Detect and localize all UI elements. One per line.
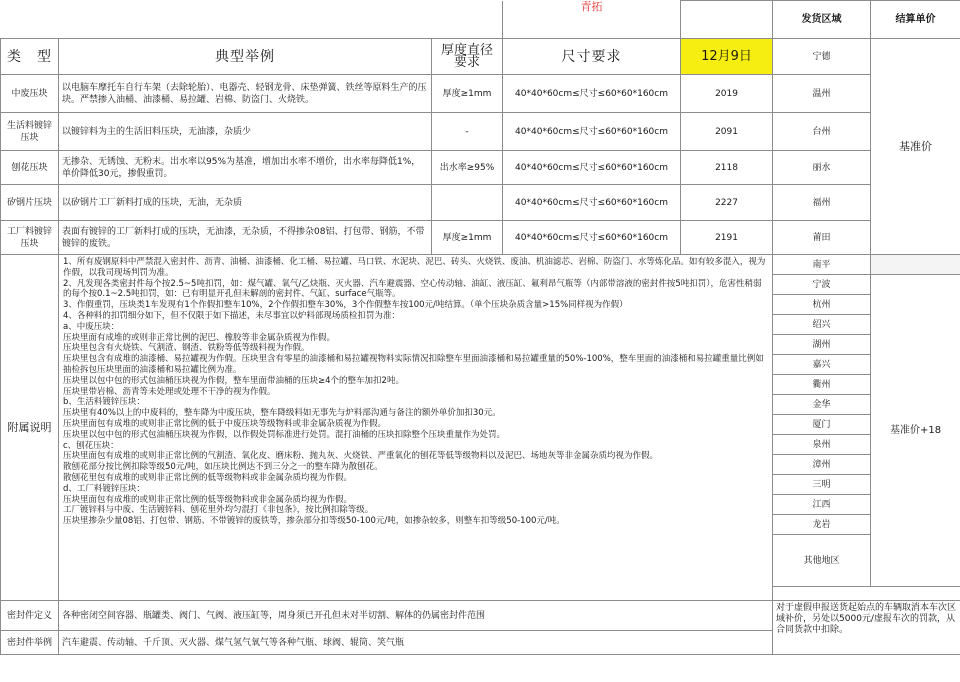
row-thickness: - xyxy=(432,113,503,151)
region-cell: 金华 xyxy=(773,395,871,415)
row-thickness xyxy=(432,185,503,221)
region-cell: 宁德 xyxy=(773,39,871,75)
region-cell: 三明 xyxy=(773,475,871,495)
table-row xyxy=(1,113,960,151)
row-size: 40*40*60cm≤尺寸≤60*60*160cm xyxy=(503,221,681,255)
col-size: 尺寸要求 xyxy=(503,39,681,75)
appendix-line: 散刨花里包有成堆的或则非正常比例的低等级物料或非金属杂质均视为作假。 xyxy=(63,472,353,483)
row-price: 2091 xyxy=(681,113,773,151)
seal-ex-label: 密封件举例 xyxy=(1,631,59,655)
region-cell: 丽水 xyxy=(773,151,871,185)
row-thickness: 出水率≥95% xyxy=(432,151,503,185)
col-thickness: 厚度直径要求 xyxy=(432,39,503,75)
region-cell: 衢州 xyxy=(773,375,871,395)
seal-ex-text: 汽车避震、传动轴、千斤顶、灭火器、煤气氢气氧气等各种气瓶、球阀、辊筒、笑气瓶 xyxy=(59,631,773,655)
region-cell: 南平 xyxy=(773,255,871,275)
appendix-label: 附属说明 xyxy=(1,255,59,601)
appendix-line: 3、作假重罚，压块类1车发现有1个作假扣整车10%，2个作假扣整车30%，3个作假整车按100元/吨结算。（单个压块杂质含量>15%同样视为作假） xyxy=(63,300,628,311)
row-type: 中废压块 xyxy=(1,75,59,113)
region-cell: 温州 xyxy=(773,75,871,113)
appendix-line: 工厂镀锌料与中废、生活镀锌料、刨花里外均匀混打《非包条》，按比例扣除等级。 xyxy=(63,505,374,516)
region-cell: 绍兴 xyxy=(773,315,871,335)
row-type: 刨花压块 xyxy=(1,151,59,185)
row-size: 40*40*60cm≤尺寸≤60*60*160cm xyxy=(503,185,681,221)
region-cell: 嘉兴 xyxy=(773,355,871,375)
appendix-line: 压块里有40%以上的中废料的，整车降为中废压块，整车降级料如无事先与炉料部沟通与备注的额外单价加扣30元。 xyxy=(63,408,501,419)
table-row xyxy=(1,185,960,221)
region-cell: 莆田 xyxy=(773,221,871,255)
row-price: 2118 xyxy=(681,151,773,185)
row-type: 矽钢片压块 xyxy=(1,185,59,221)
appendix-line: 压块里以包中包的形式包油桶压块视为作假，以作假处罚标准进行处罚。混打油桶的压块扣除整个压块重量作为处罚。 xyxy=(63,429,506,440)
appendix-line: 压块里面包有成堆的或则非正常比例的气割渣、氧化皮、磨床粉、抛丸灰、火烧铁、严重氧化的刨花等低等级物料以及泥巴、场地灰等非金属杂质均视为作假。 xyxy=(63,451,659,462)
appendix-line: b、生活料镀锌压块： xyxy=(63,397,145,408)
table-row xyxy=(1,151,960,185)
appendix-line: 压块里面包有成堆的或则非正常比例的低于中废压块等级物料或非金属杂质视为作假。 xyxy=(63,418,387,429)
plus18-price: 基准价+18 xyxy=(871,275,960,587)
appendix-line: 压块里面包有成堆的或则非正常比例的低等级物料或非金属杂质均视为作假。 xyxy=(63,494,353,505)
col-date: 12月9日 xyxy=(681,39,773,75)
row-example: 无掺杂、无锈蚀、无粉末。出水率以95%为基准，增加出水率不增价，出水率每降低1%，单价降低30元，掺假重罚。 xyxy=(59,151,432,185)
appendix-notes xyxy=(59,255,773,601)
appendix-line: 压块里包含有成堆的油漆桶、易拉罐视为作假。压块里含有零星的油漆桶和易拉罐视物料实际情况扣除整车里面油漆桶和易拉罐重量的50%-100%，整车里面的油漆桶和易拉罐重量比例如抽检拆包压块里面的油漆桶和易拉罐比例为准。 xyxy=(63,354,764,375)
appendix-line: 压块里带岩棉、沥青等未处理或处理不干净的视为作假。 xyxy=(63,386,276,397)
appendix-line: 压块里面有成堆的或则非正常比例的泥巴、橡胶等非金属杂质视为作假。 xyxy=(63,332,336,343)
appendix-line: 2、凡发现各类密封件每个按2.5~5吨扣罚，如：煤气罐、氧气/乙炔瓶、灭火器、汽车避震器、空心传动轴、油缸、液压缸、氟利昂气瓶等（内部带溶液的密封件按5吨扣罚），危害性稍弱的每个按0.1~2.5吨扣罚，如：已有明显开孔但未解剖的密封件、气缸、surface气瓶等。 xyxy=(63,278,762,300)
region-cell: 江西 xyxy=(773,495,871,515)
row-type: 生活料镀锌压块 xyxy=(1,113,59,151)
appendix-line: d、工厂料镀锌压块： xyxy=(63,483,145,494)
row-size: 40*40*60cm≤尺寸≤60*60*160cm xyxy=(503,75,681,113)
region-cell: 杭州 xyxy=(773,295,871,315)
row-example: 以电脑车摩托车自行车架（去除轮胎）、电器壳、轻钢龙骨、床垫弹簧、铁丝等原料生产的压块。严禁掺入油桶、油漆桶、易拉罐、岩棉、防盗门、火烧铁。 xyxy=(59,75,432,113)
region-cell: 湖州 xyxy=(773,335,871,355)
row-thickness: 厚度≥1mm xyxy=(432,221,503,255)
appendix-line: 压块里掺杂少量08铝、打包带、钢筋、不带镀锌的废铁等，掺杂部分扣等级50-100元/吨，如掺杂较多，则整车扣等级50-100元/吨。 xyxy=(63,516,565,527)
region-cell: 宁波 xyxy=(773,275,871,295)
row-example: 以镀锌料为主的生活旧料压块，无油漆，杂质少 xyxy=(59,113,432,151)
row-thickness: 厚度≥1mm xyxy=(432,75,503,113)
region-cell: 漳州 xyxy=(773,455,871,475)
appendix-line: 压块里以包中包的形式包油桶压块视为作假，整车里面带油桶的压块≥4个的整车加扣2吨。 xyxy=(63,375,404,386)
region-cell: 泉州 xyxy=(773,435,871,455)
appendix-line: c、刨花压块： xyxy=(63,440,119,451)
appendix-line: a、中废压块： xyxy=(63,321,120,332)
region-cell: 厦门 xyxy=(773,415,871,435)
region-header: 发货区域 xyxy=(773,1,871,39)
stamp-label: 青拓 xyxy=(580,0,603,13)
appendix-lines xyxy=(63,257,768,527)
row-price: 2227 xyxy=(681,185,773,221)
region-cell: 福州 xyxy=(773,185,871,221)
row-size: 40*40*60cm≤尺寸≤60*60*160cm xyxy=(503,151,681,185)
appendix-line: 1、所有废钢原料中严禁混入密封件、沥青、油桶、油漆桶、化工桶、易拉罐、马口铁、水泥块、泥巴、砖头、火烧铁、废油、机油滤芯、岩棉、防盗门、水等炼化品。如有较多混入，视为作假，以我司现场判罚为准。 xyxy=(63,257,766,278)
appendix-line: 4、各种料的扣罚细分如下，但不仅限于如下描述，未尽事宜以炉料部现场质检扣罚为准： xyxy=(63,310,400,321)
table-row xyxy=(1,221,960,255)
base-price: 基准价 xyxy=(871,39,960,255)
row-example: 以矽钢片工厂新料打成的压块，无油，无杂质 xyxy=(59,185,432,221)
appendix-line: 散刨花部分按比例扣除等级50元/吨，如压块比例达不到三分之一的整车降为散刨花。 xyxy=(63,462,383,473)
col-example: 典型举例 xyxy=(59,39,432,75)
row-type: 工厂料镀锌压块 xyxy=(1,221,59,255)
seal-def-text: 各种密闭空间容器、瓶罐类、阀门、气阀、液压缸等，周身须已开孔但未对半切割、解体的仍属密封件范围 xyxy=(59,601,773,631)
seal-def-label: 密封件定义 xyxy=(1,601,59,631)
region-cell: 台州 xyxy=(773,113,871,151)
row-size: 40*40*60cm≤尺寸≤60*60*160cm xyxy=(503,113,681,151)
appendix-line: 压块里包含有火烧铁、气割渣、钢渣、铁粉等低等级料视为作假。 xyxy=(63,343,310,354)
row-price: 2019 xyxy=(681,75,773,113)
row-example: 表面有镀锌的工厂新料打成的压块，无油漆，无杂质，不得掺杂08铝、打包带、钢筋，不带镀锌的废铁。 xyxy=(59,221,432,255)
col-type: 类 型 xyxy=(1,39,59,75)
table-row xyxy=(1,75,960,113)
bottom-note: 对于虚假申报送货起始点的车辆取消本车次区域补价，另处以5000元/虚报车次的罚款，从合同货款中扣除。 xyxy=(773,601,960,655)
region-cell: 龙岩 xyxy=(773,515,871,535)
price-header: 结算单价 xyxy=(871,1,960,39)
region-other: 其他地区 xyxy=(773,535,871,587)
row-price: 2191 xyxy=(681,221,773,255)
